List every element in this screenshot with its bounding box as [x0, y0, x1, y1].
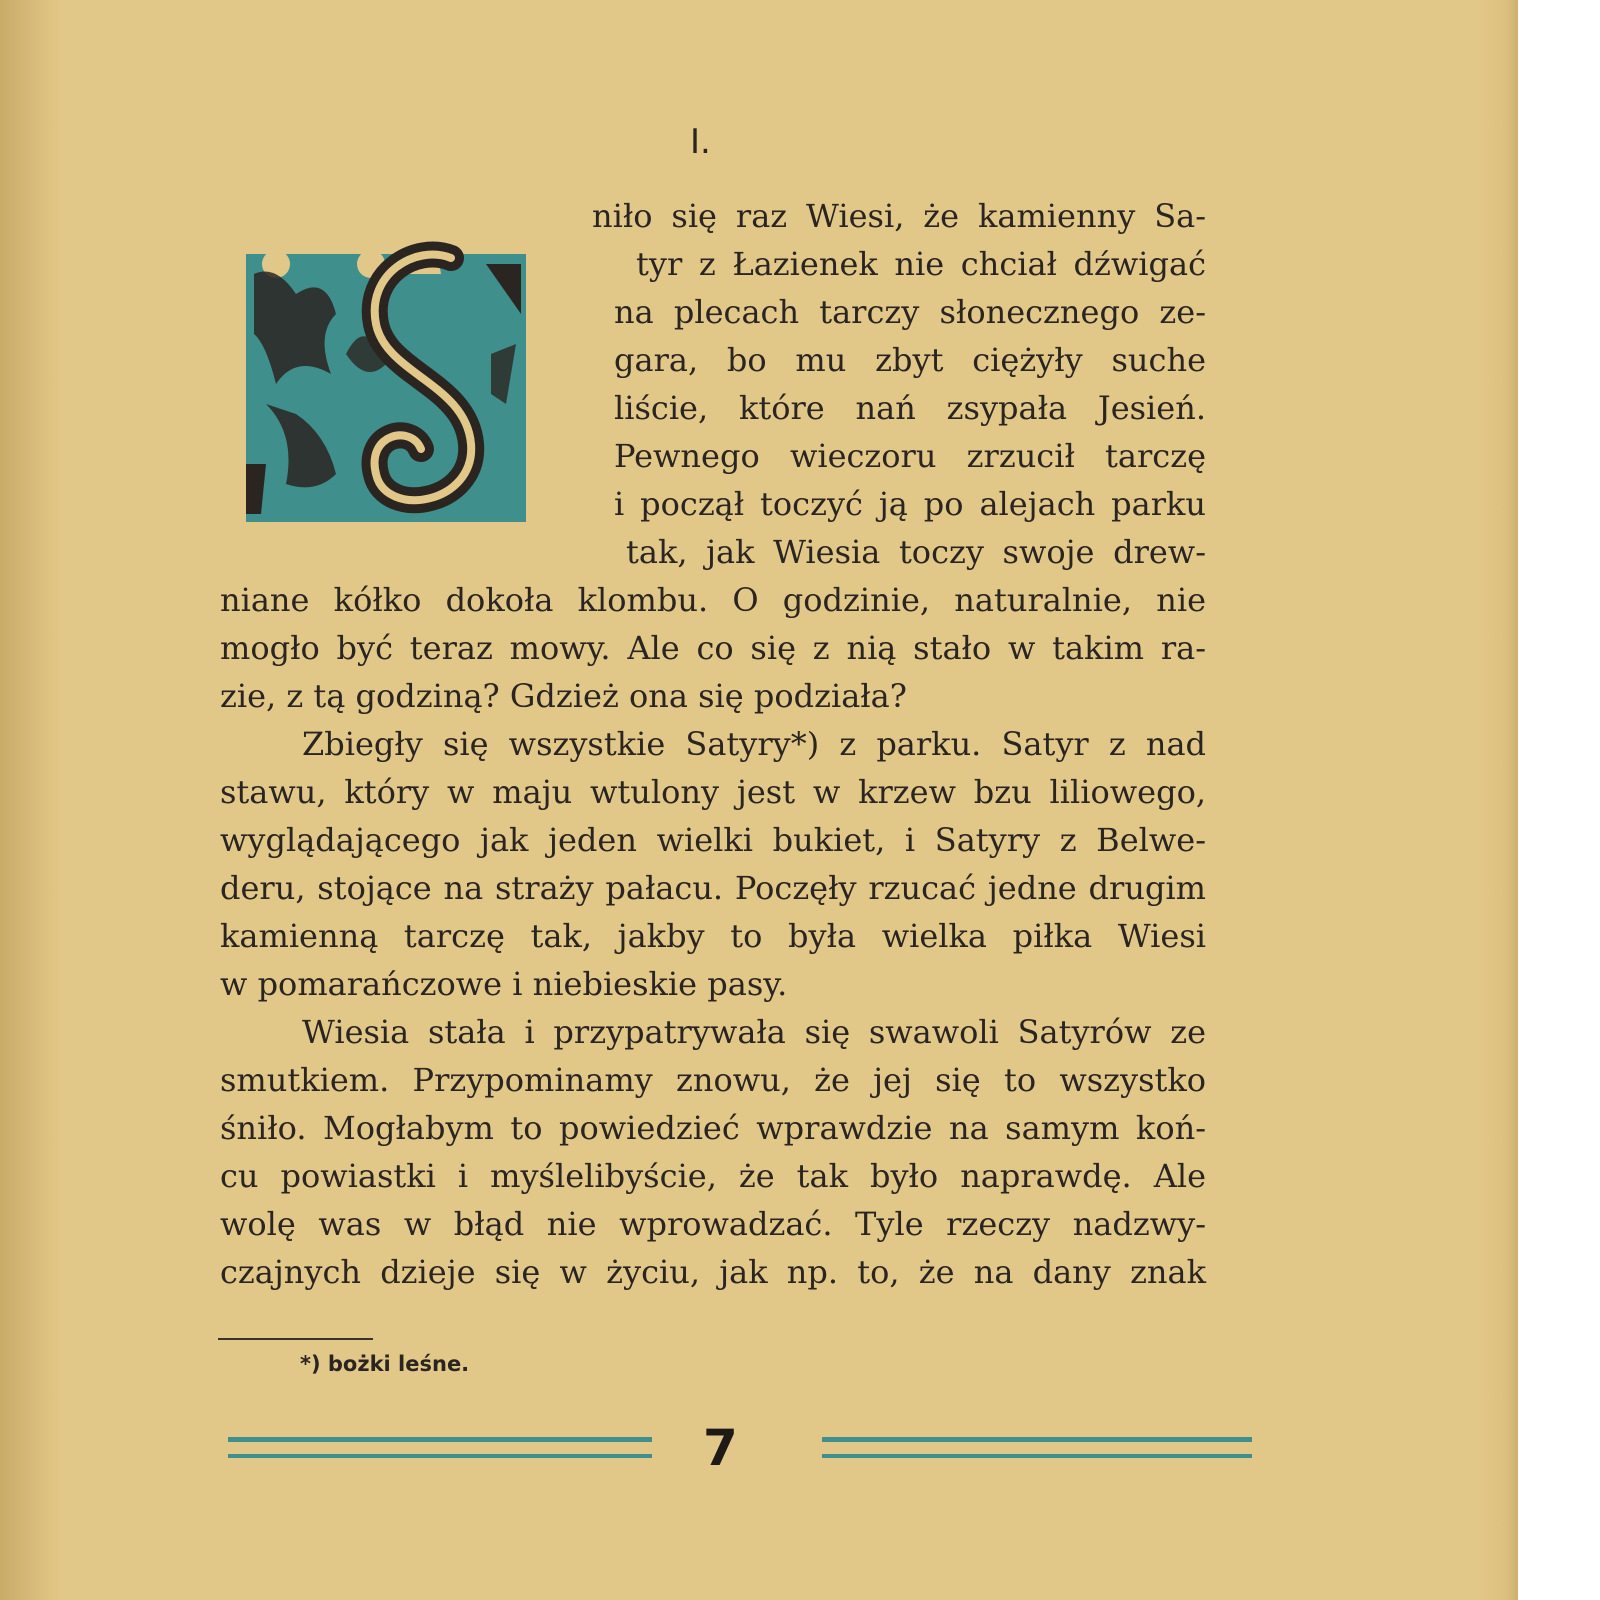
text-line-2: tyr z Łazienek nie chciał dźwigać [636, 245, 1206, 283]
page-gutter-shadow [0, 0, 62, 1600]
text-line-4: gara, bo mu zbyt ciężyły suche [614, 341, 1206, 379]
text-line-10: mogło być teraz mowy. Ale co się z nią stało w takim ra- [220, 629, 1206, 667]
text-line-19: smutkiem. Przypominamy znowu, że jej się to wszystko [220, 1061, 1206, 1099]
text-line-16: kamienną tarczę tak, jakby to była wielka piłka Wiesi [220, 917, 1206, 955]
text-line-20: śniło. Mogłabym to powiedzieć wprawdzie na samym koń- [220, 1109, 1206, 1147]
decorative-initial-s-icon [236, 234, 536, 530]
text-line-7: i począł toczyć ją po alejach parku [614, 485, 1206, 523]
text-line-9: niane kółko dokoła klombu. O godzinie, naturalnie, nie [220, 581, 1206, 619]
left-rule-bottom [228, 1454, 652, 1458]
footnote-rule [218, 1338, 373, 1340]
text-line-3: na plecach tarczy słonecznego ze- [614, 293, 1206, 331]
footnote: *) bożki leśne. [300, 1352, 470, 1376]
text-line-8: tak, jak Wiesia toczy swoje drew- [626, 533, 1206, 571]
text-line-14: wyglądającego jak jeden wielki bukiet, i Satyry z Belwe- [220, 821, 1206, 859]
text-line-18: Wiesia stała i przypatrywała się swawoli Satyrów ze [302, 1013, 1206, 1051]
right-rule-bottom [822, 1454, 1252, 1458]
text-line-23: czajnych dzieje się w życiu, jak np. to, że na dany znak [220, 1253, 1206, 1291]
text-line-13: stawu, który w maju wtulony jest w krzew bzu liliowego, [220, 773, 1206, 811]
text-line-17: w pomarańczowe i niebieskie pasy. [220, 965, 788, 1003]
page-edge-shadow [1478, 0, 1518, 1600]
chapter-number: I. [690, 122, 711, 162]
text-line-1: niło się raz Wiesi, że kamienny Sa- [592, 197, 1206, 235]
text-line-22: wolę was w błąd nie wprowadzać. Tyle rzeczy nadzwy- [220, 1205, 1206, 1243]
right-rule-top [822, 1437, 1252, 1442]
text-line-12: Zbiegły się wszystkie Satyry*) z parku. Satyr z nad [302, 725, 1206, 763]
left-rule-top [228, 1437, 652, 1442]
text-line-15: deru, stojące na straży pałacu. Poczęły rzucać jedne drugim [220, 869, 1206, 907]
text-line-6: Pewnego wieczoru zrzucił tarczę [614, 437, 1206, 475]
text-line-5: liście, które nań zsypała Jesień. [614, 389, 1206, 427]
page-number: 7 [703, 1419, 738, 1477]
text-line-21: cu powiastki i myślelibyście, że tak było naprawdę. Ale [220, 1157, 1206, 1195]
text-line-11: zie, z tą godziną? Gdzież ona się podziała? [220, 677, 907, 715]
